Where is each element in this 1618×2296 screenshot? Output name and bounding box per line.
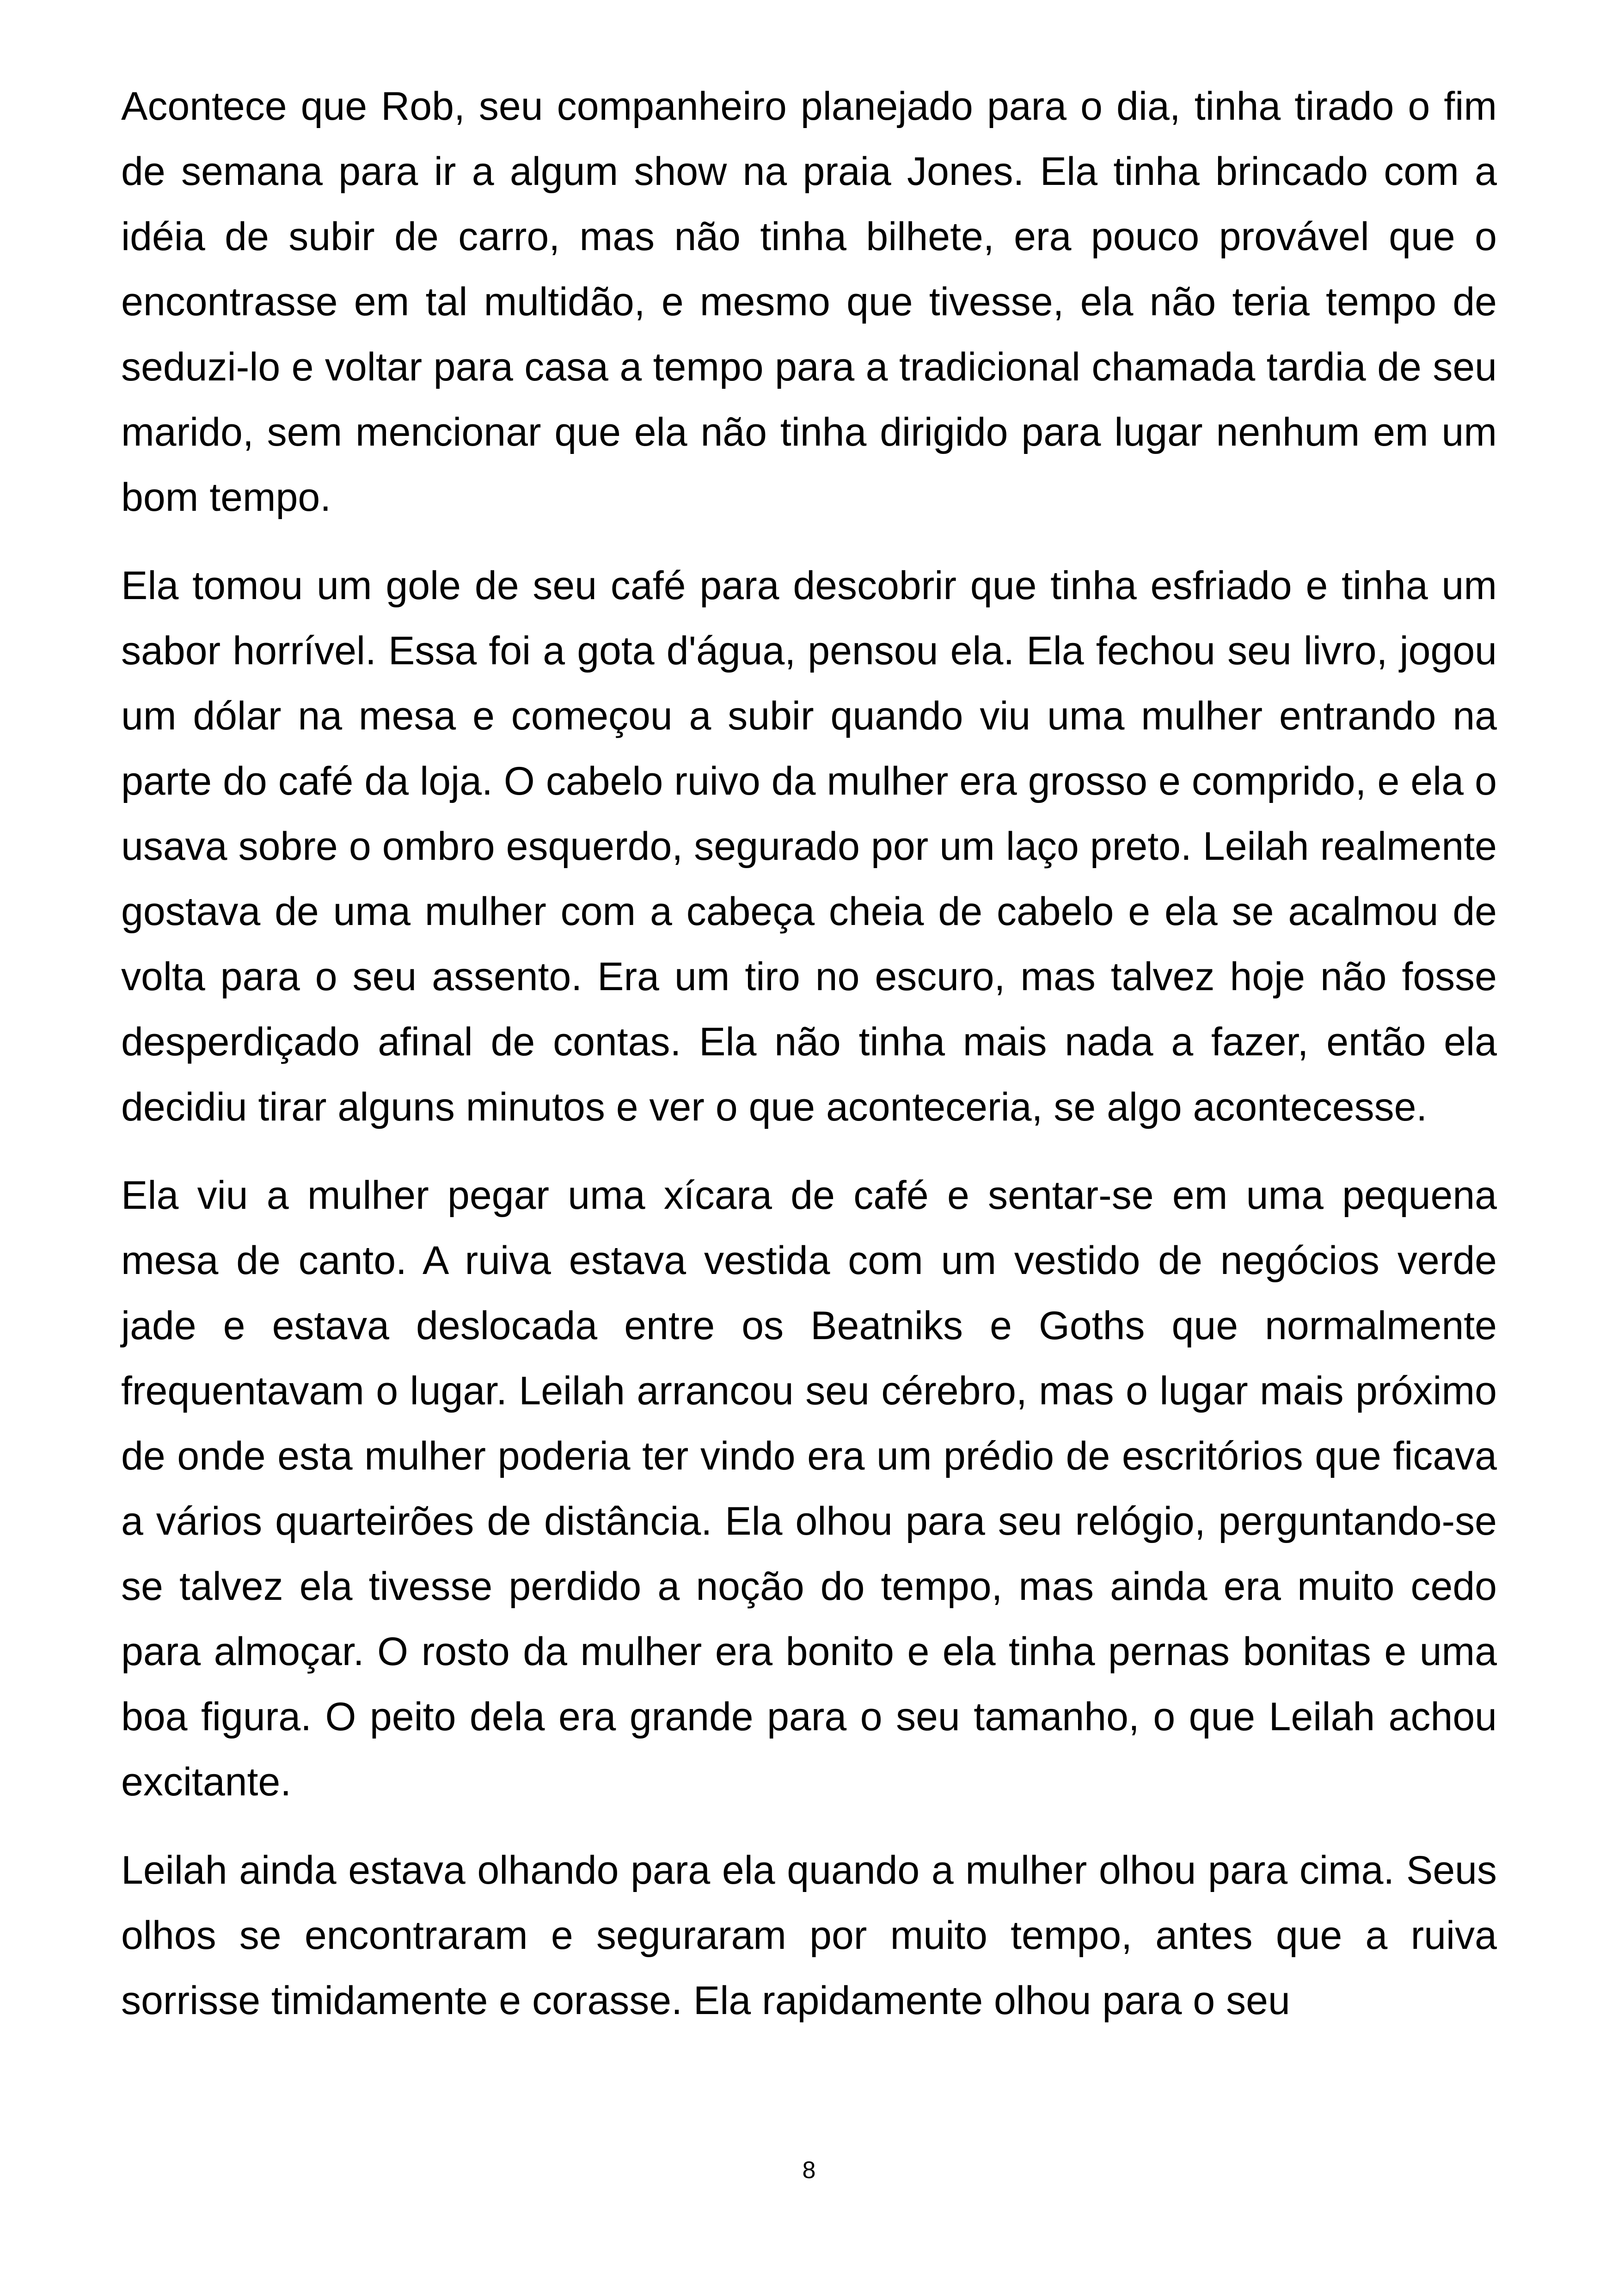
body-text (121, 74, 1497, 2057)
paragraph-1: Acontece que Rob, seu companheiro planejado para o dia, tinha tirado o fim de semana para ir a algum show na praia Jones. Ela tinha brincado com a idéia de subir de carro, mas não tinha bilhete, era pouco provável que o encontrasse em tal multidão, e mesmo que tivesse, ela não teria tempo de seduzi-lo e voltar para casa a tempo para a tradicional chamada tardia de seu marido, sem mencionar que ela não tinha dirigido para lugar nenhum em um bom tempo. (121, 84, 1497, 520)
paragraph-4: Leilah ainda estava olhando para ela quando a mulher olhou para cima. Seus olhos se encontraram e seguraram por muito tempo, antes que a ruiva sorrisse timidamente e corasse. Ela rapidamente olhou para o seu (121, 1848, 1497, 2023)
paragraph-2: Ela tomou um gole de seu café para descobrir que tinha esfriado e tinha um sabor horrível. Essa foi a gota d'água, pensou ela. Ela fechou seu livro, jogou um dólar na mesa e começou a subir quando viu uma mulher entrando na parte do café da loja. O cabelo ruivo da mulher era grosso e comprido, e ela o usava sobre o ombro esquerdo, segurado por um laço preto. Leilah realmente gostava de uma mulher com a cabeça cheia de cabelo e ela se acalmou de volta para o seu assento. Era um tiro no escuro, mas talvez hoje não fosse desperdiçado afinal de contas. Ela não tinha mais nada a fazer, então ela decidiu tirar alguns minutos e ver o que aconteceria, se algo acontecesse. (121, 563, 1497, 1129)
paragraph-3: Ela viu a mulher pegar uma xícara de café e sentar-se em uma pequena mesa de canto. A ruiva estava vestida com um vestido de negócios verde jade e estava deslocada entre os Beatniks e Goths que normalmente frequentavam o lugar. Leilah arrancou seu cérebro, mas o lugar mais próximo de onde esta mulher poderia ter vindo era um prédio de escritórios que ficava a vários quarteirões de distância. Ela olhou para seu relógio, perguntando-se se talvez ela tivesse perdido a noção do tempo, mas ainda era muito cedo para almoçar. O rosto da mulher era bonito e ela tinha pernas bonitas e uma boa figura. O peito dela era grande para o seu tamanho, o que Leilah achou excitante. (121, 1173, 1497, 1804)
page-number: 8 (802, 2157, 816, 2184)
